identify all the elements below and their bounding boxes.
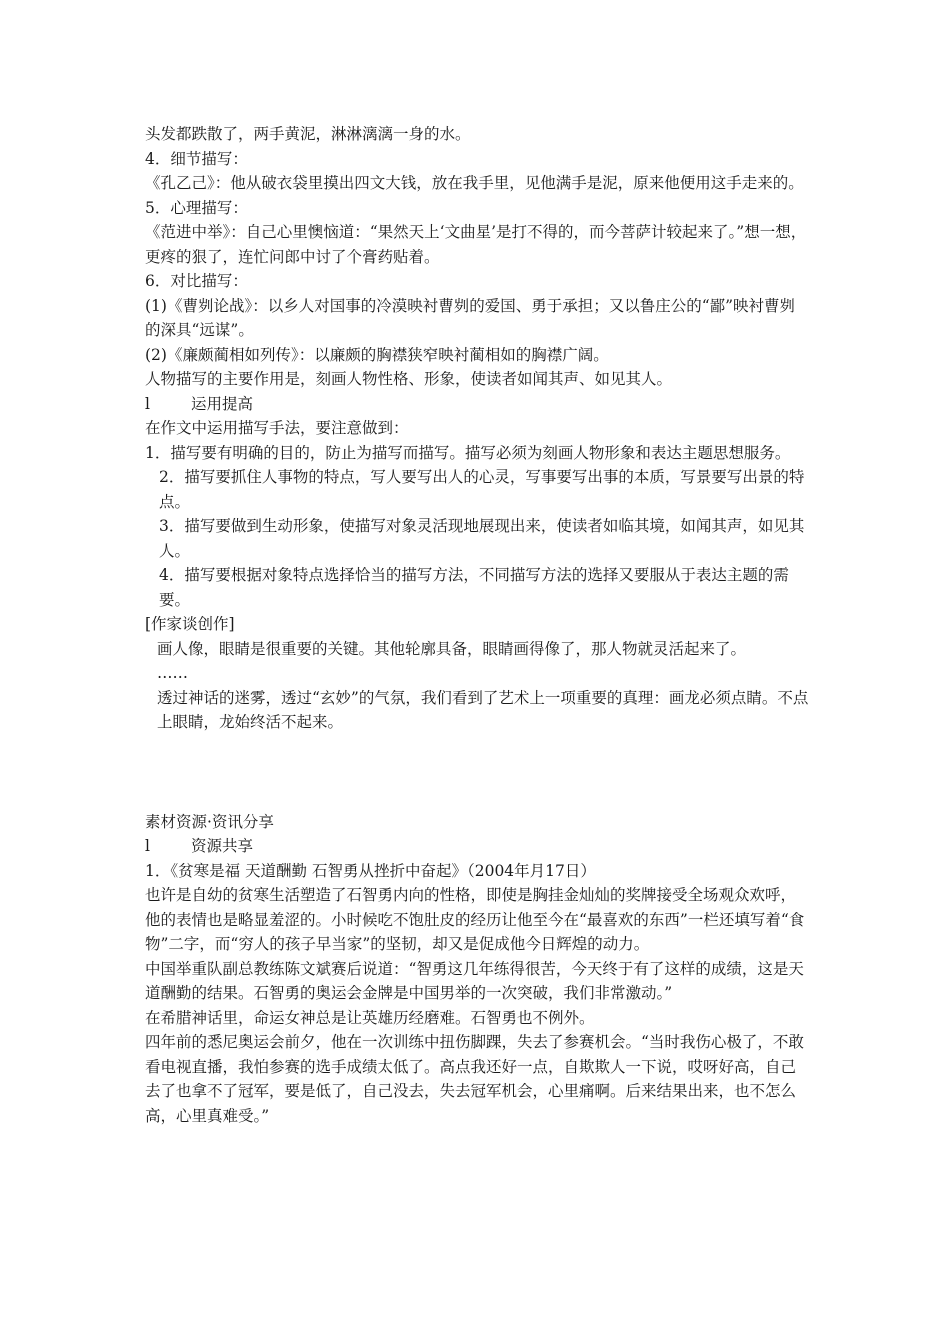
bullet-item: [145, 392, 810, 417]
paragraph: 《孔乙己》：他从破衣袋里摸出四文大钱，放在我手里，见他满手是泥，原来他便用这手走来的。: [145, 174, 804, 192]
paragraph: 头发都跌散了，两手黄泥，淋淋漓漓一身的水。: [145, 125, 471, 143]
paragraph: 也许是自幼的贫寒生活塑造了石智勇内向的性格，即使是胸挂金灿灿的奖牌接受全场观众欢呼，他的表情也是略显羞涩的。小时候吃不饱肚皮的经历让他至今在“最喜欢的东西”一栏还填写着“食物”二字，而“穷人的孩子早当家”的坚韧，却又是促成他今日辉煌的动力。: [145, 886, 805, 953]
rule-item: 1．描写要有明确的目的，防止为描写而描写。描写必须为刻画人物形象和表达主题思想服务。: [145, 443, 791, 462]
section-heading: 素材资源·资讯分享: [145, 812, 274, 831]
paragraph: 中国举重队副总教练陈文斌赛后说道：“智勇这几年练得很苦，今天终于有了这样的成绩，这是天道酬勤的结果。石智勇的奥运会金牌是中国男举的一次突破，我们非常激动。”: [145, 959, 804, 1002]
spacer: [145, 735, 810, 810]
paragraph: 画人像，眼睛是很重要的关键。其他轮廓具备，眼睛画得像了，那人物就灵活起来了。: [157, 639, 747, 658]
bullet-item: [145, 834, 810, 859]
paragraph: 《范进中举》：自己心里懊恼道：“果然天上‘文曲星’是打不得的，而今菩萨计较起来了。”想一想，更疼的狠了，连忙问郎中讨了个膏药贴着。: [145, 223, 807, 266]
paragraph: 在作文中运用描写手法，要注意做到：: [145, 419, 409, 437]
resource-item-title: 1．《贫寒是福 天道酬勤 石智勇从挫折中奋起》（2004年月17日）: [145, 861, 596, 880]
paragraph: 四年前的悉尼奥运会前夕，他在一次训练中扭伤脚踝，失去了参赛机会。“当时我伤心极了，不敢看电视直播，我怕参赛的选手成绩太低了。高点我还好一点，自欺欺人一下说，哎呀好高，自己去了也拿不了冠军，要是低了，自己没去，失去冠军机会，心里痛啊。后来结果出来，也不怎么高，心里真难受。”: [145, 1033, 804, 1125]
paragraph: 在希腊神话里，命运女神总是让英雄历经磨难。石智勇也不例外。: [145, 1008, 595, 1027]
rule-item: 2．描写要抓住人事物的特点，写人要写出人的心灵，写事要写出事的本质，写景要写出景的特点。: [159, 468, 805, 511]
paragraph: (2)《廉颇蔺相如列传》：以廉颇的胸襟狭窄映衬蔺相如的胸襟广阔。: [145, 345, 609, 364]
subheading-psychology: 5．心理描写：: [145, 198, 248, 217]
paragraph: (1)《曹刿论战》：以乡人对国事的冷漠映衬曹刿的爱国、勇于承担；又以鲁庄公的“鄙”映衬曹刿的深具“远谋”。: [145, 296, 796, 339]
rule-item: 3．描写要做到生动形象，使描写对象灵活现地展现出来，使读者如临其境，如闻其声，如见其人。: [159, 517, 805, 560]
subheading-contrast: 6．对比描写：: [145, 272, 248, 290]
rule-item: 4．描写要根据对象特点选择恰当的描写方法，不同描写方法的选择又要服从于表达主题的需要。: [159, 566, 789, 609]
section-label: [作家谈创作]: [145, 615, 235, 633]
bullet-text: 运用提高: [191, 394, 254, 413]
bullet-marker: l: [145, 394, 150, 413]
subheading-detail: 4．细节描写：: [145, 149, 248, 168]
document-body: [145, 122, 810, 1128]
bullet-marker: l: [145, 837, 150, 855]
ellipsis: ……: [157, 664, 188, 682]
paragraph: 人物描写的主要作用是，刻画人物性格、形象，使读者如闻其声、如见其人。: [145, 370, 673, 388]
paragraph: 透过神话的迷雾，透过“玄妙”的气氛，我们看到了艺术上一项重要的真理：画龙必须点睛。不点上眼睛，龙始终活不起来。: [157, 688, 809, 731]
bullet-text: 资源共享: [191, 837, 254, 855]
